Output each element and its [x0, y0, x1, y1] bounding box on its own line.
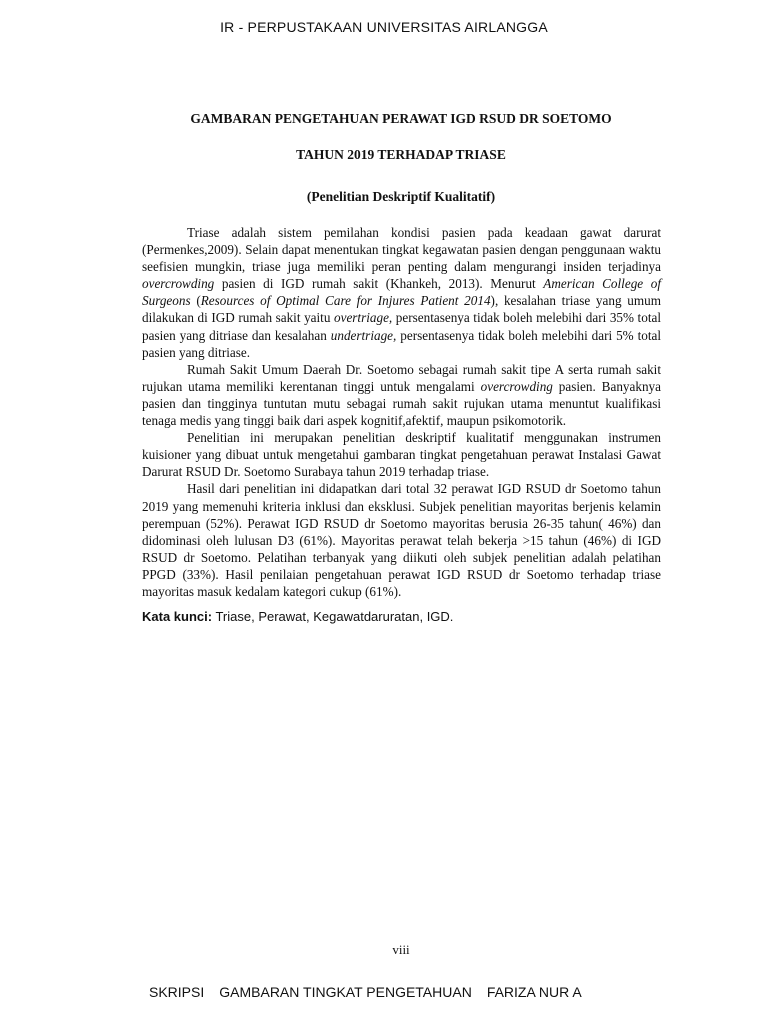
footer-left: SKRIPSI — [149, 984, 205, 1000]
page-footer — [149, 984, 597, 1000]
footer-middle: GAMBARAN TINGKAT PENGETAHUAN — [219, 984, 472, 1000]
keywords-line — [142, 608, 661, 625]
document-title-line-2: TAHUN 2019 TERHADAP TRIASE — [296, 147, 506, 162]
keywords-label: Kata kunci: — [142, 609, 213, 625]
abstract-body — [142, 224, 661, 625]
paragraph-1: Triase adalah sistem pemilahan kondisi pasien pada keadaan gawat darurat (Permenkes,2009). Selain dapat menentukan tingkat kegawatan pasien dengan penggunaan waktu seefisien mungkin, triase juga memiliki peran penting dalam mengurangi insiden terjadinya overcrowding pasien di IGD rumah sakit (Khankeh, 2013). Menurut American College of Surgeons (Resources of Optimal Care for Injures Patient 2014), kesalahan triase yang umum dilakukan di IGD rumah sakit yaitu overtriage, persentasenya tidak boleh melebihi dari 35% total pasien yang ditriase dan kesalahan undertriage, persentasenya tidak boleh melebihi dari 5% total pasien yang ditriase. — [142, 225, 662, 360]
paragraph-3: Penelitian ini merupakan penelitian deskriptif kualitatif menggunakan instrumen kuisioner yang dibuat untuk mengetahui gambaran tingkat pengetahuan perawat Instalasi Gawat Darurat RSUD Dr. Soetomo Surabaya tahun 2019 terhadap triase. — [142, 430, 661, 480]
repository-header: IR - PERPUSTAKAAN UNIVERSITAS AIRLANGGA — [220, 19, 548, 35]
footer-right: FARIZA NUR A — [486, 984, 582, 1000]
document-subtitle: (Penelitian Deskriptif Kualitatif) — [306, 189, 496, 204]
page-number: viii — [392, 942, 410, 957]
paragraph-2: Rumah Sakit Umum Daerah Dr. Soetomo sebagai rumah sakit tipe A serta rumah sakit rujukan utama memiliki kerentanan tinggi untuk mengalami overcrowding pasien. Banyaknya pasien dan tingginya tuntutan mutu sebagai rumah sakit rujukan utama menuntut kualifikasi tenaga medis yang tinggi baik dari aspek kognitif,afektif, maupun psikomotorik. — [142, 361, 662, 429]
paragraph-4: Hasil dari penelitian ini didapatkan dari total 32 perawat IGD RSUD dr Soetomo tahun 2019 yang memenuhi kriteria inklusi dan eksklusi. Subjek penelitian mayoritas berjenis kelamin perempuan (52%). Perawat IGD RSUD dr Soetomo mayoritas berusia 26-35 tahun( 46%) dan didominasi oleh lulusan D3 (61%). Mayoritas perawat telah bekerja >15 tahun (46%) di IGD RSUD dr Soetomo. Pelatihan terbanyak yang diikuti oleh subjek penelitian adalah pelatihan PPGD (33%). Hasil penilaian pengetahuan perawat IGD RSUD dr Soetomo terhadap triase mayoritas masuk kedalam kategori cukup (61%). — [142, 481, 661, 599]
keywords-text: Triase, Perawat, Kegawatdaruratan, IGD. — [212, 609, 454, 625]
document-title-line-1: GAMBARAN PENGETAHUAN PERAWAT IGD RSUD DR SOETOMO — [190, 111, 612, 126]
